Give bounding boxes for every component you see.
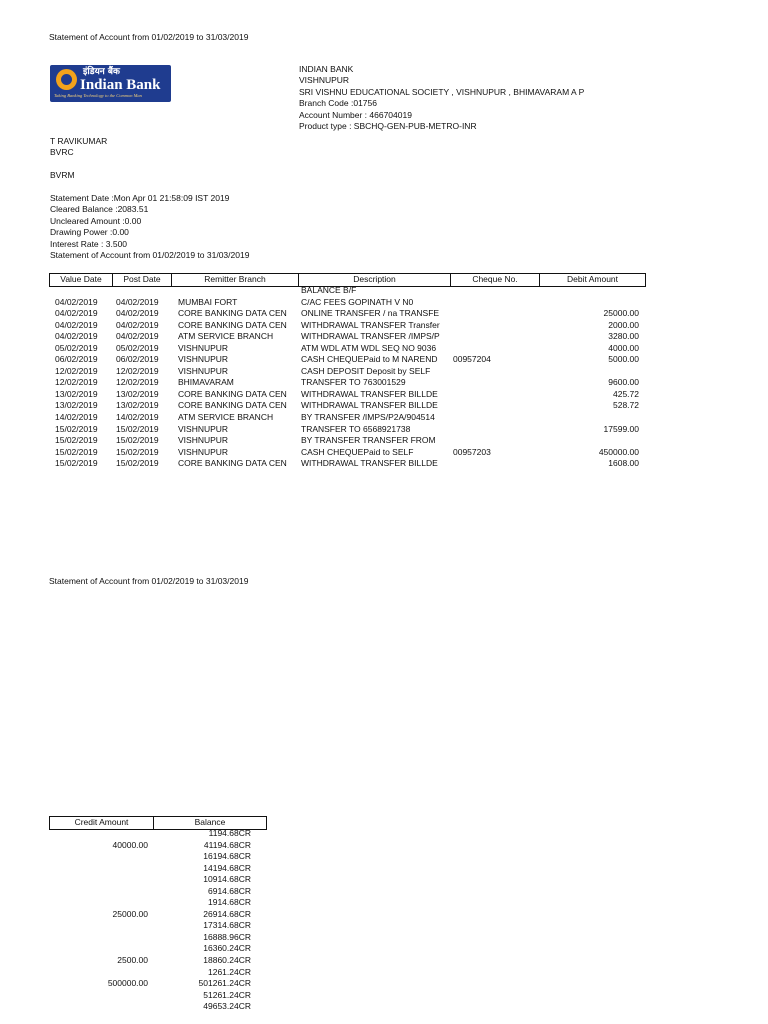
col-post-date: Post Date [113, 274, 172, 286]
remitter-branch-cell: CORE BANKING DATA CEN [178, 308, 287, 319]
bank-info-block [299, 64, 584, 132]
table-row [49, 909, 269, 921]
summary-block [50, 193, 249, 261]
post-date-cell: 04/02/2019 [116, 331, 159, 342]
debit-amount-cell: 2000.00 [608, 319, 639, 330]
debit-amount-cell: 9600.00 [608, 377, 639, 388]
remitter-branch-cell: CORE BANKING DATA CEN [178, 319, 287, 330]
statement-date: Statement Date :Mon Apr 01 21:58:09 IST 2019 [50, 193, 230, 203]
statement-heading: Statement of Account from 01/02/2019 to 31/03/2019 [49, 32, 249, 42]
post-date-cell: 04/02/2019 [116, 296, 159, 307]
table-row [49, 447, 643, 459]
col-remitter-branch: Remitter Branch [172, 274, 299, 286]
table-row [49, 320, 643, 332]
table-row [49, 943, 269, 955]
table-row [49, 874, 269, 886]
table-row [49, 978, 269, 990]
branch-code: Branch Code :01756 [299, 98, 377, 109]
table-row [49, 412, 643, 424]
table-row [49, 920, 269, 932]
description-cell: WITHDRAWAL TRANSFER Transfer [301, 319, 440, 330]
description-cell: TRANSFER TO 6568921738 [301, 423, 411, 434]
post-date-cell: 12/02/2019 [116, 365, 159, 376]
description-cell: ONLINE TRANSFER / na TRANSFE [301, 308, 440, 319]
post-date-cell: 04/02/2019 [116, 308, 159, 319]
debit-amount-cell: 3280.00 [608, 331, 639, 342]
description-cell: TRANSFER TO 763001529 [301, 377, 406, 388]
customer-block [50, 136, 107, 182]
table-row [49, 886, 269, 898]
value-date-cell: 15/02/2019 [55, 446, 98, 457]
branch-name: VISHNUPUR [299, 75, 350, 86]
credit-amount-cell: 25000.00 [112, 908, 148, 919]
statement-heading-2: Statement of Account from 01/02/2019 to 31/03/2019 [49, 576, 249, 586]
table-row [49, 840, 269, 852]
balance-cell: 51261.24CR [203, 989, 251, 1000]
value-date-cell: 06/02/2019 [55, 354, 98, 365]
post-date-cell: 12/02/2019 [116, 377, 159, 388]
remitter-branch-cell: VISHNUPUR [178, 446, 229, 457]
transactions-table [49, 285, 643, 470]
indian-bank-logo [50, 65, 171, 102]
interest-rate: Interest Rate : 3.500 [50, 238, 128, 249]
remitter-branch-cell: VISHNUPUR [178, 342, 229, 353]
remitter-branch-cell: VISHNUPUR [178, 423, 229, 434]
table-row [49, 366, 643, 378]
description-cell: CASH CHEQUEPaid to M NAREND [301, 354, 438, 365]
cheque-no-cell: 00957204 [453, 354, 491, 365]
balance-cell: 14194.68CR [203, 862, 251, 873]
remitter-branch-cell: VISHNUPUR [178, 365, 229, 376]
table-row [49, 897, 269, 909]
logo-hindi-text: इंडियन बैंक [83, 67, 120, 77]
credit-amount-cell: 2500.00 [117, 955, 148, 966]
col-value-date: Value Date [50, 274, 113, 286]
table-row [49, 863, 269, 875]
table-row [49, 458, 643, 470]
table-row [49, 377, 643, 389]
balance-table [49, 828, 269, 1013]
description-cell: WITHDRAWAL TRANSFER /IMPS/P [301, 331, 440, 342]
table-row [49, 400, 643, 412]
balance-cell: 501261.24CR [198, 978, 251, 989]
post-date-cell: 06/02/2019 [116, 354, 159, 365]
col-cheque-no: Cheque No. [451, 274, 540, 286]
value-date-cell: 14/02/2019 [55, 412, 98, 423]
value-date-cell: 15/02/2019 [55, 435, 98, 446]
balance-cell: 16194.68CR [203, 851, 251, 862]
product-type: Product type : SBCHQ-GEN-PUB-METRO-INR [299, 120, 477, 131]
value-date-cell: 15/02/2019 [55, 423, 98, 434]
balance-cell: 16360.24CR [203, 943, 251, 954]
cheque-no-cell: 00957203 [453, 446, 491, 457]
col-description: Description [299, 274, 451, 286]
post-date-cell: 05/02/2019 [116, 342, 159, 353]
balance-cell: 49653.24CR [203, 1001, 251, 1012]
balance-cell: 41194.68CR [203, 839, 251, 850]
table-row [49, 828, 269, 840]
debit-amount-cell: 425.72 [613, 388, 639, 399]
post-date-cell: 15/02/2019 [116, 446, 159, 457]
debit-amount-cell: 528.72 [613, 400, 639, 411]
table-row [49, 1001, 269, 1013]
table-row [49, 435, 643, 447]
table-row [49, 331, 643, 343]
debit-amount-cell: 17599.00 [603, 423, 639, 434]
value-date-cell: 04/02/2019 [55, 319, 98, 330]
remitter-branch-cell: MUMBAI FORT [178, 296, 238, 307]
debit-amount-cell: 1608.00 [608, 458, 639, 469]
customer-line [50, 159, 107, 170]
description-cell: CASH DEPOSIT Deposit by SELF [301, 365, 431, 376]
value-date-cell: 04/02/2019 [55, 308, 98, 319]
value-date-cell: 13/02/2019 [55, 400, 98, 411]
bank-emblem-icon [56, 69, 77, 90]
post-date-cell: 13/02/2019 [116, 400, 159, 411]
post-date-cell: 15/02/2019 [116, 423, 159, 434]
customer-name: T RAVIKUMAR [50, 136, 108, 146]
debit-amount-cell: 25000.00 [603, 308, 639, 319]
remitter-branch-cell: VISHNUPUR [178, 354, 229, 365]
value-date-cell: 04/02/2019 [55, 296, 98, 307]
table-row [49, 297, 643, 309]
balance-cell: 17314.68CR [203, 920, 251, 931]
table-row [49, 424, 643, 436]
bank-name: INDIAN BANK [299, 64, 354, 74]
cleared-balance: Cleared Balance :2083.51 [50, 204, 149, 215]
balance-cell: 26914.68CR [203, 908, 251, 919]
post-date-cell: 04/02/2019 [116, 319, 159, 330]
balance-cell: 1261.24CR [207, 966, 251, 977]
description-cell: WITHDRAWAL TRANSFER BILLDE [301, 388, 438, 399]
balance-cell: 16888.96CR [203, 931, 251, 942]
remitter-branch-cell: CORE BANKING DATA CEN [178, 458, 287, 469]
description-cell: BALANCE B/F [301, 285, 357, 295]
value-date-cell: 05/02/2019 [55, 342, 98, 353]
description-cell: C/AC FEES GOPINATH V N0 [301, 296, 414, 307]
table-row [49, 932, 269, 944]
balance-cell: 6914.68CR [207, 885, 251, 896]
description-cell: WITHDRAWAL TRANSFER BILLDE [301, 458, 438, 469]
credit-amount-cell: 40000.00 [112, 839, 148, 850]
table-row [49, 967, 269, 979]
col-credit-amount: Credit Amount [50, 817, 154, 829]
debit-amount-cell: 4000.00 [608, 342, 639, 353]
remitter-branch-cell: CORE BANKING DATA CEN [178, 400, 287, 411]
table-row [49, 851, 269, 863]
balance-cell: 18860.24CR [203, 955, 251, 966]
post-date-cell: 15/02/2019 [116, 435, 159, 446]
table-row [49, 285, 643, 297]
statement-period: Statement of Account from 01/02/2019 to 31/03/2019 [50, 249, 250, 260]
table-row [49, 343, 643, 355]
description-cell: WITHDRAWAL TRANSFER BILLDE [301, 400, 438, 411]
value-date-cell: 13/02/2019 [55, 388, 98, 399]
table-row [49, 308, 643, 320]
debit-amount-cell: 450000.00 [598, 446, 639, 457]
post-date-cell: 13/02/2019 [116, 388, 159, 399]
uncleared-amount: Uncleared Amount :0.00 [50, 215, 142, 226]
table-row [49, 955, 269, 967]
table-row [49, 389, 643, 401]
table-row [49, 990, 269, 1002]
description-cell: BY TRANSFER /IMPS/P2A/904514 [301, 412, 435, 423]
description-cell: ATM WDL ATM WDL SEQ NO 9036 [301, 342, 437, 353]
post-date-cell: 15/02/2019 [116, 458, 159, 469]
col-balance: Balance [194, 817, 226, 827]
description-cell: BY TRANSFER TRANSFER FROM [301, 435, 436, 446]
remitter-branch-cell: ATM SERVICE BRANCH [178, 412, 274, 423]
remitter-branch-cell: ATM SERVICE BRANCH [178, 331, 274, 342]
post-date-cell: 14/02/2019 [116, 412, 159, 423]
account-holder-address: SRI VISHNU EDUCATIONAL SOCIETY , VISHNUPUR , BHIMAVARAM A P [299, 86, 585, 97]
credit-amount-cell: 500000.00 [107, 978, 148, 989]
col-debit-amount: Debit Amount [566, 274, 619, 284]
balance-cell: 10914.68CR [203, 874, 251, 885]
logo-bank-name: Indian Bank [80, 77, 161, 93]
value-date-cell: 04/02/2019 [55, 331, 98, 342]
value-date-cell: 15/02/2019 [55, 458, 98, 469]
drawing-power: Drawing Power :0.00 [50, 227, 129, 238]
balance-cell: 1914.68CR [207, 897, 251, 908]
table-row [49, 354, 643, 366]
remitter-branch-cell: CORE BANKING DATA CEN [178, 388, 287, 399]
balance-cell: 1194.68CR [208, 828, 251, 838]
value-date-cell: 12/02/2019 [55, 365, 98, 376]
customer-line: BVRM [50, 170, 75, 181]
logo-tagline: Taking Banking Technology to the Common Man [54, 93, 142, 98]
description-cell: CASH CHEQUEPaid to SELF [301, 446, 414, 457]
customer-line: BVRC [50, 147, 74, 158]
value-date-cell: 12/02/2019 [55, 377, 98, 388]
account-number: Account Number : 466704019 [299, 109, 412, 120]
remitter-branch-cell: BHIMAVARAM [178, 377, 234, 388]
debit-amount-cell: 5000.00 [608, 354, 639, 365]
remitter-branch-cell: VISHNUPUR [178, 435, 229, 446]
